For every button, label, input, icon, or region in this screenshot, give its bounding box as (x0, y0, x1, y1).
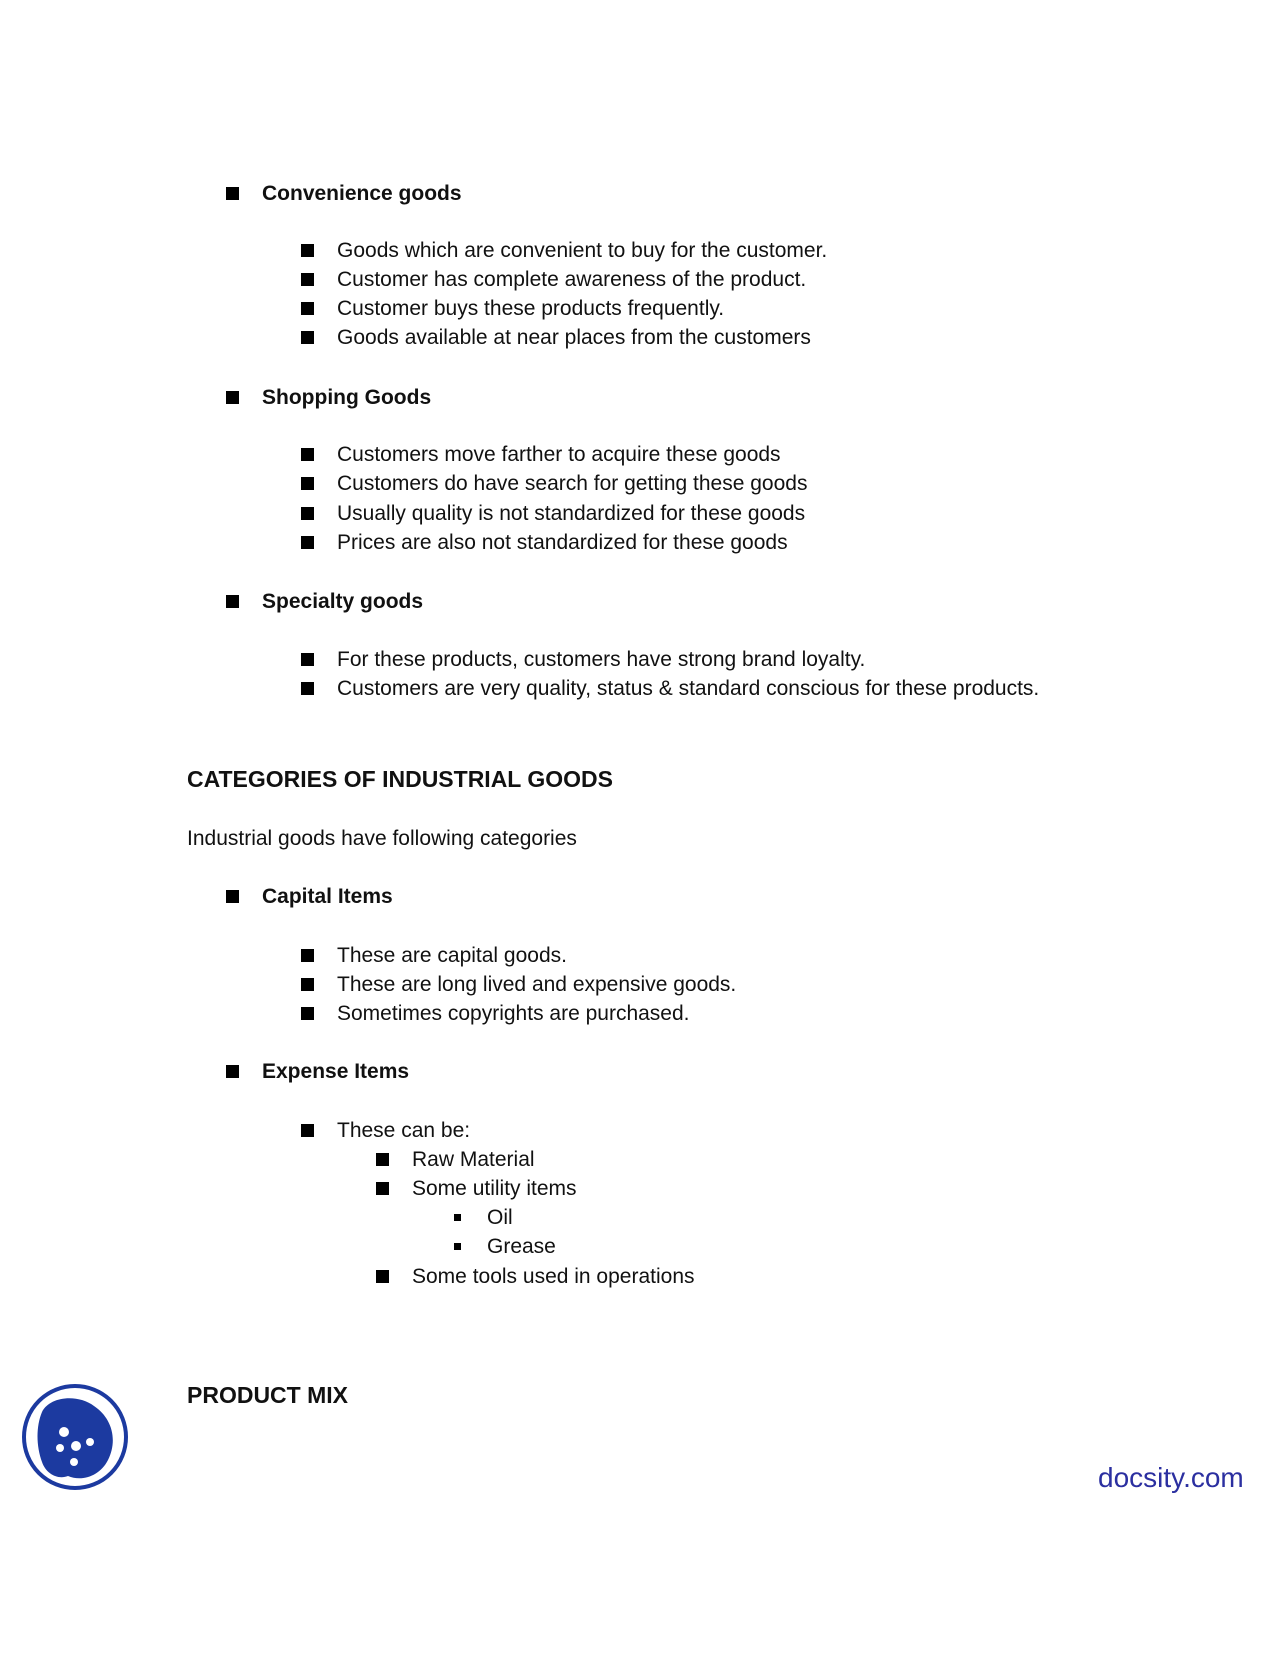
bullet (301, 477, 314, 490)
section-heading: PRODUCT MIX (187, 1382, 348, 1408)
bullet (301, 331, 314, 344)
bullet (301, 273, 314, 286)
bullet (301, 244, 314, 257)
list-item: Customers do have search for getting these goods (337, 472, 808, 495)
list-item: Some tools used in operations (412, 1265, 695, 1288)
bullet (301, 978, 314, 991)
list-item: Oil (487, 1206, 513, 1229)
bullet (376, 1270, 389, 1283)
bullet (226, 187, 239, 200)
list-item: Customers move farther to acquire these goods (337, 443, 781, 466)
bullet (226, 890, 239, 903)
list-item: Usually quality is not standardized for these goods (337, 502, 806, 525)
docsity-logo-icon (20, 1382, 130, 1492)
list-item: These are capital goods. (337, 944, 567, 967)
list-item: These can be: (337, 1119, 471, 1142)
list-item: Grease (487, 1235, 556, 1258)
list-item: Prices are also not standardized for these goods (337, 531, 788, 554)
convenience-goods-title: Convenience goods (262, 182, 462, 205)
docsity-brand-text[interactable]: docsity.com (1098, 1462, 1244, 1493)
bullet (301, 302, 314, 315)
bullet (301, 682, 314, 695)
list-item: Some utility items (412, 1177, 577, 1200)
list-item: Goods available at near places from the customers (337, 326, 811, 349)
bullet (301, 1007, 314, 1020)
list-item: These are long lived and expensive goods. (337, 973, 737, 996)
bullet (301, 507, 314, 520)
section-heading: CATEGORIES OF INDUSTRIAL GOODS (187, 766, 613, 792)
list-item: Goods which are convenient to buy for the customer. (337, 239, 828, 262)
bullet (301, 1124, 314, 1137)
list-item: For these products, customers have strong brand loyalty. (337, 648, 866, 671)
specialty-goods-title: Specialty goods (262, 590, 424, 613)
bullet (301, 448, 314, 461)
expense-items-title: Expense Items (262, 1060, 410, 1083)
bullet (226, 391, 239, 404)
bullet (301, 653, 314, 666)
bullet (301, 949, 314, 962)
list-item: Customer has complete awareness of the product. (337, 268, 807, 291)
capital-items-title: Capital Items (262, 885, 393, 908)
small-bullet (454, 1243, 461, 1250)
bullet (301, 536, 314, 549)
list-item: Customers are very quality, status & standard conscious for these products. (337, 677, 1040, 700)
bullet (226, 1065, 239, 1078)
bullet (376, 1153, 389, 1166)
list-item: Raw Material (412, 1148, 535, 1171)
bullet (226, 595, 239, 608)
bullet (376, 1182, 389, 1195)
list-item: Customer buys these products frequently. (337, 297, 725, 320)
list-item: Sometimes copyrights are purchased. (337, 1002, 690, 1025)
shopping-goods-title: Shopping Goods (262, 386, 432, 409)
small-bullet (454, 1214, 461, 1221)
intro-text: Industrial goods have following categories (187, 827, 577, 850)
